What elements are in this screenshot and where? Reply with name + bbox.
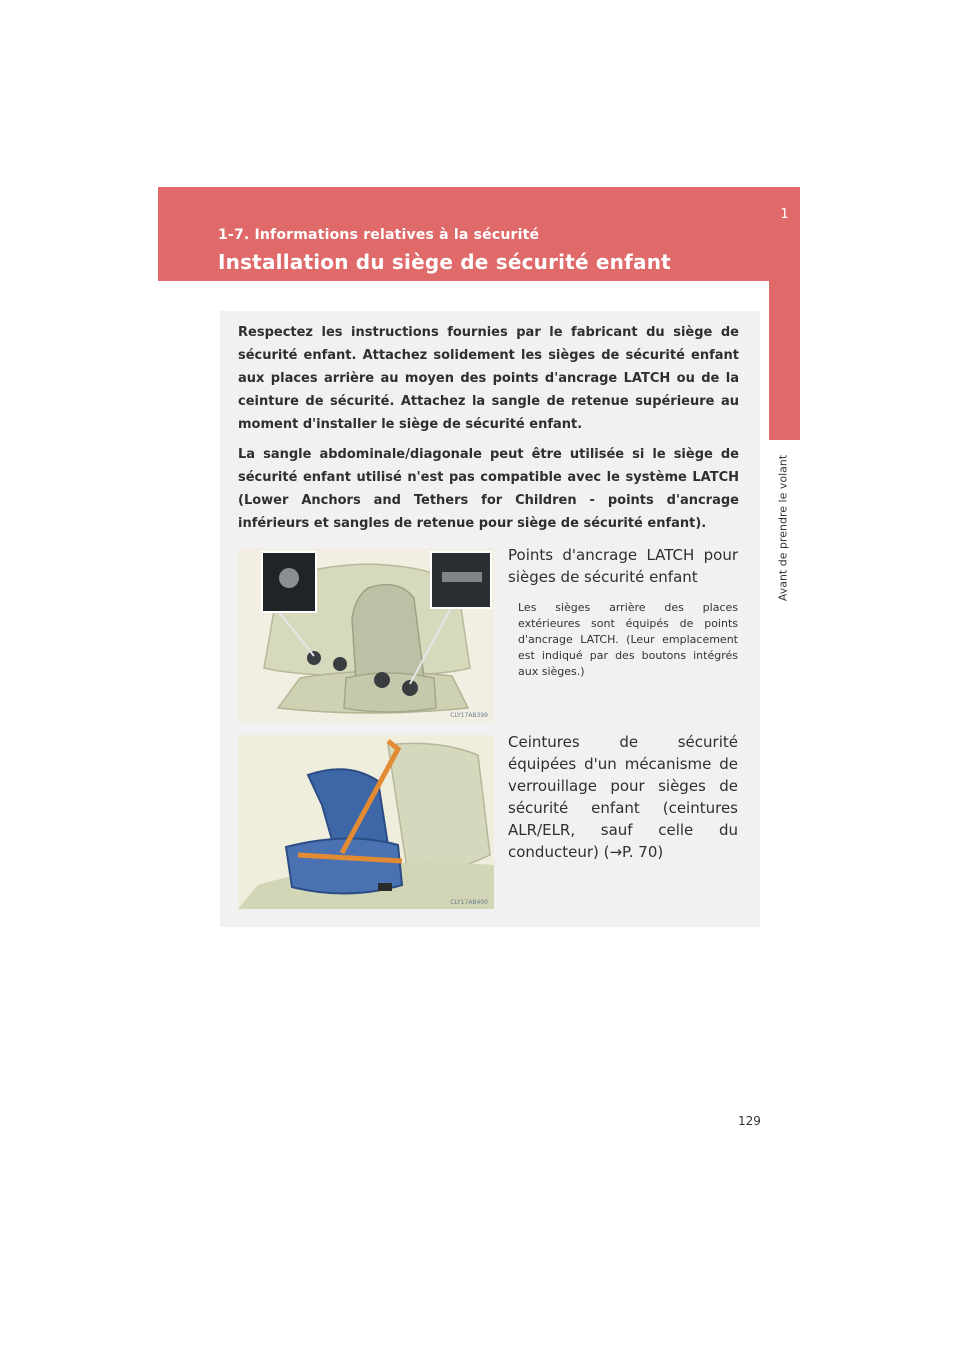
intro-text [238,321,739,542]
belt-caption [508,731,738,863]
latch-anchors-figure [238,548,494,722]
intro-paragraph-1: Respectez les instructions fournies par le fabricant du siège de sécurité enfant. Attachez solidement les sièges de sécurité enfant aux places arrière au moyen des points d'ancrage LATCH ou de la ceinture de sécurité. Attachez la sangle de retenue supérieure au moment d'installer le siège de sécurité enfant. [238,325,739,432]
latch-caption-body: Les sièges arrière des places extérieures sont équipés de points d'ancrage LATCH. (Leur emplacement est indiqué par des boutons intégrés aux sièges.) [518,601,738,678]
chapter-side-tab [769,187,800,440]
child-seat-belt-figure [238,735,494,909]
chapter-side-label: Avant de prendre le volant [776,454,790,602]
figure-code: CLY17AB399 [450,712,488,719]
rear-seat-illustration [238,548,494,722]
latch-caption-title: Points d'ancrage LATCH pour sièges de sécurité enfant [508,546,738,586]
chapter-number: 1 [780,207,789,222]
chapter-title: Installation du siège de sécurité enfant [218,250,671,274]
belt-caption-title: Ceintures de sécurité équipées d'un mécanisme de verrouillage pour sièges de sécurité enfant (ceintures ALR/ELR, sauf celle du conducteur) (→P. 70) [508,733,738,861]
figure-code: CLY17AB400 [450,899,488,906]
intro-paragraph-2: La sangle abdominale/diagonale peut être utilisée si le siège de sécurité enfant utilisé n'est pas compatible avec le système LATCH (Lower Anchors and Tethers for Children - points d'ancrage inférieurs et sangles de retenue pour siège de sécurité enfant). [238,447,739,531]
content-panel [220,311,760,927]
section-label: 1-7. Informations relatives à la sécurité [218,227,540,243]
child-seat-illustration [238,735,494,909]
chapter-header [158,187,800,281]
latch-caption [508,544,738,680]
page-number: 129 [738,1114,761,1128]
